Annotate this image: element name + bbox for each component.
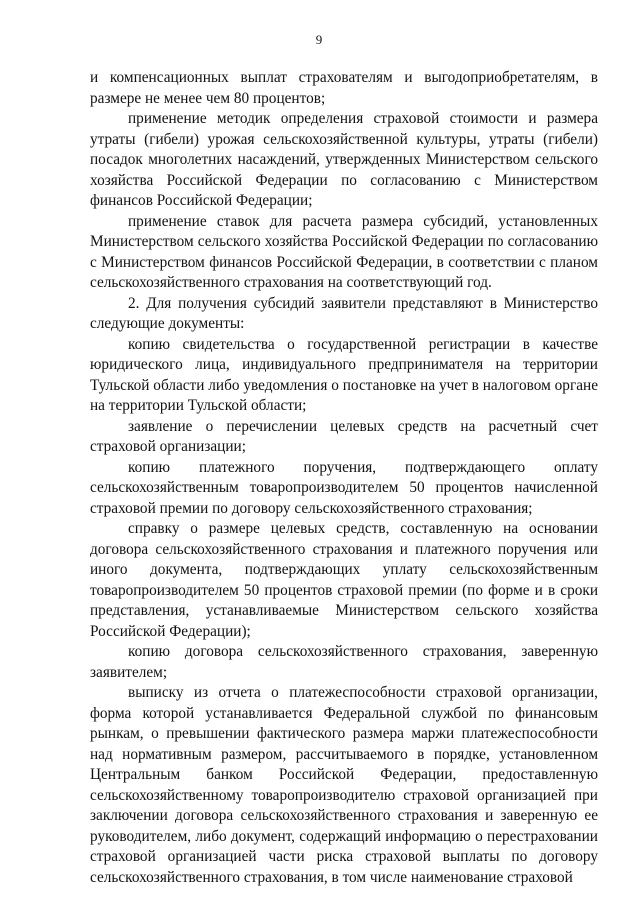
- paragraph-registration-copy: копию свидетельства о государственной регистрации в качестве юридического лица, индивидуального предпринимателя на территории Тульской области либо уведомления о постановке на учет в налоговом органе на территории Тульской области;: [90, 335, 598, 414]
- paragraph-documents-intro: 2. Для получения субсидий заявители представляют в Министерство следующие документы:: [90, 294, 598, 332]
- paragraph-continuation: и компенсационных выплат страхователям и выгодоприобретателям, в размере не менее чем 80 процентов;: [90, 69, 598, 107]
- paragraph-solvency-extract: выписку из отчета о платежеспособности страховой организации, форма которой устанавливается Федеральной службой по финансовым рынкам, о превышении фактического размера маржи платежеспособности над нормативным размером, рассчитываемого в порядке, установленном Центральным банком Российской Федерации, предоставленную сельскохозяйственному товаропроизводителю страховой организацией при заключении договора сельскохозяйственного страхования и заверенную ее руководителем, либо документ, содержащий информацию о перестраховании страховой организацией части риска страховой выплаты по договору сельскохозяйственного страхования, в том числе наименование страховой: [90, 684, 598, 886]
- paragraph-payment-order: копию платежного поручения, подтверждающего оплату сельскохозяйственным товаропроизводителем 50 процентов начисленной страховой премии по договору сельскохозяйственного страхования;: [90, 458, 598, 517]
- paragraph-methods: применение методик определения страховой стоимости и размера утраты (гибели) урожая сельскохозяйственной культуры, утраты (гибели) посадок многолетних насаждений, утвержденных Министерством сельского хозяйства Российской Федерации по согласованию с Министерством финансов Российской Федерации;: [90, 110, 598, 209]
- page-number: 9: [315, 32, 323, 47]
- paragraph-funds-certificate: справку о размере целевых средств, составленную на основании договора сельскохозяйственного страхования и платежного поручения или иного документа, подтверждающих уплату сельскохозяйственным товаропроизводителем 50 процентов страховой премии (по форме и в сроки представления, устанавливаемые Министерством сельского хозяйства Российской Федерации);: [90, 520, 598, 640]
- paragraph-contract-copy: копию договора сельскохозяйственного страхования, заверенную заявителем;: [90, 643, 598, 681]
- document-body: [90, 68, 598, 888]
- paragraph-transfer-application: заявление о перечислении целевых средств на расчетный счет страховой организации;: [90, 417, 598, 455]
- paragraph-rates: применение ставок для расчета размера субсидий, установленных Министерством сельского хозяйства Российской Федерации по согласованию с Министерством финансов Российской Федерации, в соответствии с планом сельскохозяйственного страхования на соответствующий год.: [90, 212, 598, 291]
